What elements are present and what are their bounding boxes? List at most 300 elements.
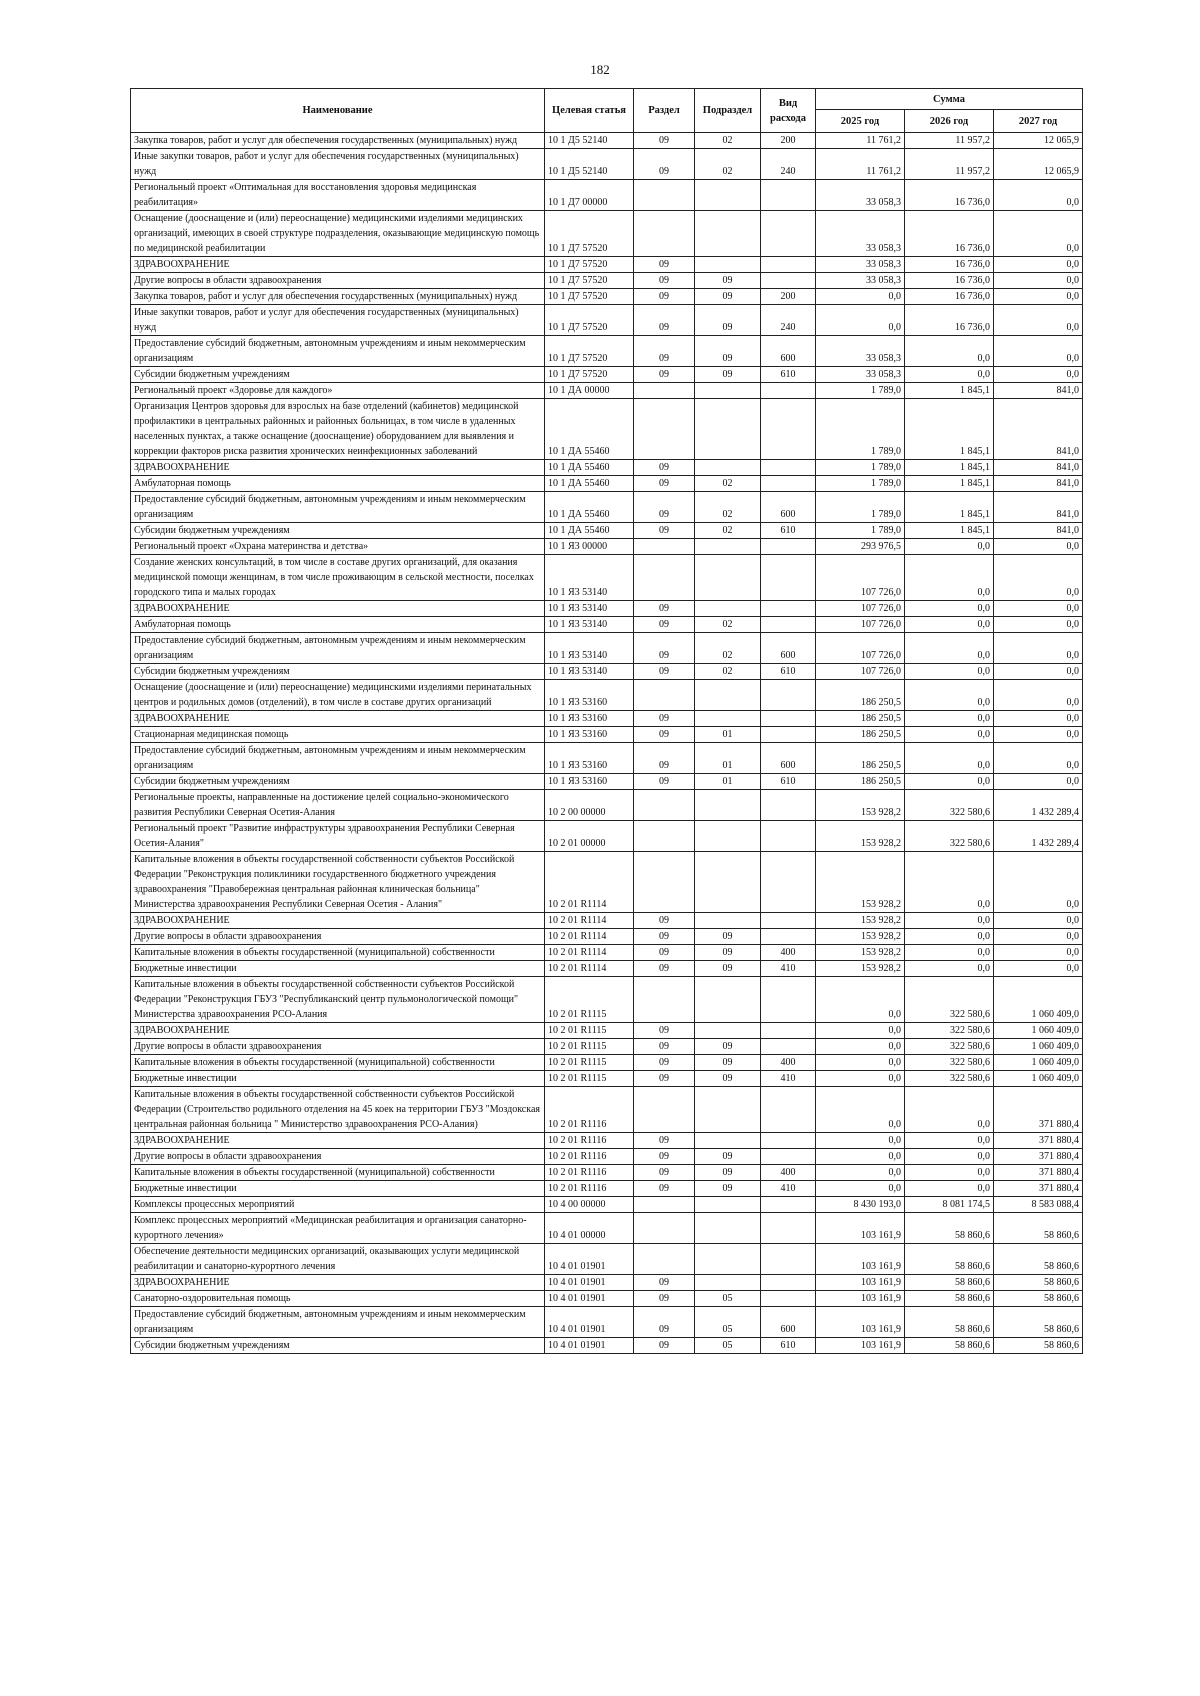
cell-kind	[761, 476, 816, 492]
cell-sum-2026: 322 580,6	[905, 790, 994, 821]
cell-sum-2026: 0,0	[905, 633, 994, 664]
cell-subsection	[695, 1023, 761, 1039]
cell-subsection: 01	[695, 743, 761, 774]
cell-sum-2027: 841,0	[994, 460, 1083, 476]
cell-sum-2025: 153 928,2	[816, 790, 905, 821]
cell-kind	[761, 601, 816, 617]
cell-target: 10 2 01 R1114	[545, 913, 634, 929]
cell-name: Региональный проект «Охрана материнства и детства»	[131, 539, 545, 555]
cell-section: 09	[634, 1338, 695, 1354]
cell-target: 10 1 Д7 57520	[545, 289, 634, 305]
cell-name: Обеспечение деятельности медицинских организаций, оказывающих услуги медицинской реабилитации и санаторно-курортного лечения	[131, 1244, 545, 1275]
cell-subsection: 09	[695, 1055, 761, 1071]
cell-kind: 600	[761, 336, 816, 367]
cell-subsection: 09	[695, 367, 761, 383]
cell-kind: 200	[761, 133, 816, 149]
cell-sum-2027: 0,0	[994, 633, 1083, 664]
cell-section: 09	[634, 336, 695, 367]
cell-name: ЗДРАВООХРАНЕНИЕ	[131, 711, 545, 727]
cell-section: 09	[634, 929, 695, 945]
cell-sum-2027: 371 880,4	[994, 1087, 1083, 1133]
cell-name: Капитальные вложения в объекты государственной (муниципальной) собственности	[131, 945, 545, 961]
cell-sum-2025: 33 058,3	[816, 367, 905, 383]
cell-subsection	[695, 460, 761, 476]
cell-target: 10 4 01 01901	[545, 1307, 634, 1338]
cell-sum-2026: 0,0	[905, 913, 994, 929]
table-row	[131, 1071, 1083, 1087]
cell-name: Капитальные вложения в объекты государственной (муниципальной) собственности	[131, 1165, 545, 1181]
cell-sum-2025: 153 928,2	[816, 945, 905, 961]
cell-sum-2027: 371 880,4	[994, 1133, 1083, 1149]
cell-kind	[761, 1023, 816, 1039]
cell-sum-2026: 0,0	[905, 774, 994, 790]
table-row	[131, 289, 1083, 305]
cell-sum-2025: 107 726,0	[816, 617, 905, 633]
table-row	[131, 680, 1083, 711]
cell-sum-2026: 58 860,6	[905, 1244, 994, 1275]
cell-target: 10 2 01 R1115	[545, 1055, 634, 1071]
cell-name: Закупка товаров, работ и услуг для обеспечения государственных (муниципальных) нужд	[131, 289, 545, 305]
header-year-2025: 2025 год	[816, 110, 905, 133]
cell-section	[634, 680, 695, 711]
cell-target: 10 1 Я3 53160	[545, 774, 634, 790]
cell-subsection	[695, 180, 761, 211]
cell-sum-2027: 58 860,6	[994, 1244, 1083, 1275]
cell-section	[634, 539, 695, 555]
cell-sum-2026: 0,0	[905, 1149, 994, 1165]
cell-name: Бюджетные инвестиции	[131, 1071, 545, 1087]
cell-subsection: 02	[695, 617, 761, 633]
cell-kind: 610	[761, 523, 816, 539]
cell-sum-2027: 841,0	[994, 476, 1083, 492]
table-row	[131, 727, 1083, 743]
cell-sum-2027: 58 860,6	[994, 1338, 1083, 1354]
cell-section: 09	[634, 367, 695, 383]
cell-sum-2026: 322 580,6	[905, 1071, 994, 1087]
table-row	[131, 945, 1083, 961]
cell-subsection	[695, 977, 761, 1023]
cell-sum-2027: 0,0	[994, 336, 1083, 367]
cell-kind: 600	[761, 633, 816, 664]
cell-section: 09	[634, 601, 695, 617]
cell-target: 10 2 01 00000	[545, 821, 634, 852]
table-row	[131, 257, 1083, 273]
cell-name: Другие вопросы в области здравоохранения	[131, 273, 545, 289]
cell-sum-2026: 0,0	[905, 727, 994, 743]
cell-subsection: 01	[695, 727, 761, 743]
header-section: Раздел	[634, 89, 695, 133]
cell-sum-2025: 0,0	[816, 1181, 905, 1197]
cell-subsection	[695, 1213, 761, 1244]
cell-subsection: 09	[695, 1039, 761, 1055]
cell-name: ЗДРАВООХРАНЕНИЕ	[131, 913, 545, 929]
cell-sum-2025: 0,0	[816, 1149, 905, 1165]
cell-sum-2025: 1 789,0	[816, 460, 905, 476]
cell-section	[634, 977, 695, 1023]
cell-sum-2025: 107 726,0	[816, 633, 905, 664]
cell-subsection: 09	[695, 961, 761, 977]
table-row	[131, 1039, 1083, 1055]
table-row	[131, 149, 1083, 180]
cell-kind: 610	[761, 664, 816, 680]
cell-section: 09	[634, 460, 695, 476]
cell-target: 10 1 Д7 57520	[545, 211, 634, 257]
cell-section: 09	[634, 289, 695, 305]
cell-kind	[761, 1039, 816, 1055]
cell-name: Предоставление субсидий бюджетным, автономным учреждениям и иным некоммерческим организациям	[131, 633, 545, 664]
cell-section: 09	[634, 1023, 695, 1039]
cell-kind	[761, 257, 816, 273]
cell-name: Другие вопросы в области здравоохранения	[131, 1039, 545, 1055]
cell-target: 10 2 01 R1115	[545, 977, 634, 1023]
cell-kind	[761, 399, 816, 460]
table-row	[131, 1338, 1083, 1354]
cell-subsection: 02	[695, 664, 761, 680]
cell-name: Предоставление субсидий бюджетным, автономным учреждениям и иным некоммерческим организациям	[131, 743, 545, 774]
table-row	[131, 1165, 1083, 1181]
cell-sum-2026: 0,0	[905, 945, 994, 961]
page-number: 182	[590, 62, 610, 77]
cell-sum-2027: 0,0	[994, 555, 1083, 601]
header-year-2026: 2026 год	[905, 110, 994, 133]
table-row	[131, 523, 1083, 539]
cell-sum-2026: 322 580,6	[905, 821, 994, 852]
cell-target: 10 1 Я3 00000	[545, 539, 634, 555]
table-row	[131, 336, 1083, 367]
cell-section	[634, 180, 695, 211]
cell-sum-2026: 16 736,0	[905, 289, 994, 305]
cell-name: Капитальные вложения в объекты государственной собственности субъектов Российской Федерации "Реконструкция поликлиники государственного бюджетного учреждения здравоохранения "Правобережная центральная районная клиническая больница" Министерства здравоохранения Республики Северная Осетия - Алания"	[131, 852, 545, 913]
header-name: Наименование	[131, 89, 545, 133]
cell-section: 09	[634, 133, 695, 149]
cell-section: 09	[634, 273, 695, 289]
cell-subsection: 09	[695, 1149, 761, 1165]
cell-kind	[761, 821, 816, 852]
cell-name: Региональные проекты, направленные на достижение целей социально-экономического развития Республики Северная Осетия-Алания	[131, 790, 545, 821]
cell-sum-2025: 153 928,2	[816, 821, 905, 852]
table-row	[131, 1055, 1083, 1071]
cell-target: 10 1 Я3 53140	[545, 617, 634, 633]
cell-name: Бюджетные инвестиции	[131, 961, 545, 977]
cell-sum-2025: 107 726,0	[816, 601, 905, 617]
cell-subsection	[695, 601, 761, 617]
cell-subsection	[695, 257, 761, 273]
cell-sum-2026: 0,0	[905, 961, 994, 977]
table-row	[131, 1275, 1083, 1291]
cell-sum-2027: 0,0	[994, 743, 1083, 774]
table-row	[131, 1181, 1083, 1197]
table-row	[131, 1087, 1083, 1133]
table-row	[131, 633, 1083, 664]
cell-sum-2025: 103 161,9	[816, 1244, 905, 1275]
cell-name: Предоставление субсидий бюджетным, автономным учреждениям и иным некоммерческим организациям	[131, 336, 545, 367]
cell-section	[634, 1087, 695, 1133]
header-sum: Сумма	[816, 89, 1083, 110]
cell-sum-2025: 186 250,5	[816, 727, 905, 743]
cell-name: ЗДРАВООХРАНЕНИЕ	[131, 460, 545, 476]
cell-target: 10 2 01 R1116	[545, 1181, 634, 1197]
cell-sum-2025: 107 726,0	[816, 664, 905, 680]
cell-sum-2027: 0,0	[994, 929, 1083, 945]
cell-target: 10 2 01 R1115	[545, 1023, 634, 1039]
cell-kind: 610	[761, 774, 816, 790]
cell-target: 10 1 Д7 57520	[545, 336, 634, 367]
cell-target: 10 1 Я3 53160	[545, 711, 634, 727]
table-row	[131, 133, 1083, 149]
cell-target: 10 1 Я3 53140	[545, 633, 634, 664]
cell-sum-2027: 1 060 409,0	[994, 1071, 1083, 1087]
cell-subsection: 02	[695, 149, 761, 180]
cell-target: 10 1 ДА 55460	[545, 476, 634, 492]
cell-sum-2027: 0,0	[994, 601, 1083, 617]
cell-name: Региональный проект «Здоровье для каждого»	[131, 383, 545, 399]
cell-subsection: 02	[695, 492, 761, 523]
cell-sum-2025: 293 976,5	[816, 539, 905, 555]
cell-subsection	[695, 383, 761, 399]
cell-name: Предоставление субсидий бюджетным, автономным учреждениям и иным некоммерческим организациям	[131, 492, 545, 523]
table-body	[131, 133, 1083, 1354]
table-row	[131, 1023, 1083, 1039]
cell-kind	[761, 929, 816, 945]
cell-sum-2027: 841,0	[994, 399, 1083, 460]
cell-subsection	[695, 821, 761, 852]
cell-name: Другие вопросы в области здравоохранения	[131, 1149, 545, 1165]
cell-subsection	[695, 852, 761, 913]
table-row	[131, 476, 1083, 492]
cell-target: 10 1 Д7 00000	[545, 180, 634, 211]
table-row	[131, 743, 1083, 774]
cell-sum-2025: 103 161,9	[816, 1307, 905, 1338]
cell-sum-2027: 58 860,6	[994, 1275, 1083, 1291]
cell-name: Другие вопросы в области здравоохранения	[131, 929, 545, 945]
cell-sum-2026: 0,0	[905, 1087, 994, 1133]
cell-sum-2026: 0,0	[905, 539, 994, 555]
table-row	[131, 211, 1083, 257]
cell-subsection	[695, 539, 761, 555]
cell-sum-2027: 1 060 409,0	[994, 1055, 1083, 1071]
cell-subsection	[695, 1275, 761, 1291]
cell-kind	[761, 1213, 816, 1244]
cell-sum-2026: 0,0	[905, 680, 994, 711]
cell-target: 10 1 Я3 53160	[545, 680, 634, 711]
cell-sum-2025: 0,0	[816, 1023, 905, 1039]
cell-kind: 400	[761, 1165, 816, 1181]
cell-sum-2025: 107 726,0	[816, 555, 905, 601]
cell-name: Капитальные вложения в объекты государственной собственности субъектов Российской Федерации "Реконструкция ГБУЗ "Республиканский центр пульмонологической помощи" Министерства здравоохранения РСО-Алания	[131, 977, 545, 1023]
cell-name: ЗДРАВООХРАНЕНИЕ	[131, 1133, 545, 1149]
cell-sum-2025: 33 058,3	[816, 257, 905, 273]
cell-target: 10 2 01 R1116	[545, 1165, 634, 1181]
cell-target: 10 1 Я3 53140	[545, 601, 634, 617]
cell-name: Оснащение (дооснащение и (или) переоснащение) медицинскими изделиями медицинских организаций, имеющих в своей структуре подразделения, оказывающие медицинскую помощь по медицинской реабилитации	[131, 211, 545, 257]
cell-target: 10 1 Я3 53140	[545, 555, 634, 601]
cell-kind: 240	[761, 149, 816, 180]
cell-subsection	[695, 1087, 761, 1133]
cell-section: 09	[634, 1275, 695, 1291]
table-row	[131, 961, 1083, 977]
table-row	[131, 492, 1083, 523]
table-row	[131, 852, 1083, 913]
cell-sum-2026: 1 845,1	[905, 399, 994, 460]
cell-section: 09	[634, 1071, 695, 1087]
cell-kind	[761, 680, 816, 711]
cell-sum-2025: 0,0	[816, 1133, 905, 1149]
cell-sum-2025: 11 761,2	[816, 133, 905, 149]
cell-name: Создание женских консультаций, в том числе в составе других организаций, для оказания медицинской помощи женщинам, в том числе проживающим в сельской местности, поселках городского типа и малых городах	[131, 555, 545, 601]
cell-sum-2026: 0,0	[905, 852, 994, 913]
cell-subsection: 05	[695, 1291, 761, 1307]
cell-target: 10 1 Д7 57520	[545, 257, 634, 273]
cell-subsection	[695, 1197, 761, 1213]
cell-sum-2025: 153 928,2	[816, 961, 905, 977]
cell-sum-2026: 322 580,6	[905, 977, 994, 1023]
cell-section	[634, 555, 695, 601]
cell-target: 10 2 01 R1115	[545, 1071, 634, 1087]
cell-section: 09	[634, 149, 695, 180]
cell-subsection: 01	[695, 774, 761, 790]
cell-sum-2026: 1 845,1	[905, 460, 994, 476]
table-row	[131, 273, 1083, 289]
cell-name: Амбулаторная помощь	[131, 617, 545, 633]
cell-sum-2025: 11 761,2	[816, 149, 905, 180]
cell-sum-2026: 1 845,1	[905, 492, 994, 523]
cell-subsection: 09	[695, 929, 761, 945]
cell-sum-2026: 0,0	[905, 601, 994, 617]
cell-target: 10 1 Д7 57520	[545, 273, 634, 289]
cell-subsection	[695, 913, 761, 929]
cell-kind	[761, 790, 816, 821]
cell-sum-2027: 841,0	[994, 492, 1083, 523]
cell-section: 09	[634, 1165, 695, 1181]
cell-sum-2025: 103 161,9	[816, 1291, 905, 1307]
cell-subsection	[695, 680, 761, 711]
cell-sum-2025: 186 250,5	[816, 774, 905, 790]
cell-kind: 410	[761, 961, 816, 977]
header-subsection: Подраздел	[695, 89, 761, 133]
cell-sum-2025: 1 789,0	[816, 399, 905, 460]
cell-subsection: 02	[695, 476, 761, 492]
cell-name: Субсидии бюджетным учреждениям	[131, 774, 545, 790]
cell-sum-2027: 0,0	[994, 367, 1083, 383]
cell-sum-2026: 58 860,6	[905, 1338, 994, 1354]
cell-section: 09	[634, 1039, 695, 1055]
cell-sum-2026: 322 580,6	[905, 1055, 994, 1071]
table-row	[131, 367, 1083, 383]
cell-name: Иные закупки товаров, работ и услуг для обеспечения государственных (муниципальных) нужд	[131, 149, 545, 180]
cell-section: 09	[634, 1133, 695, 1149]
table-row	[131, 617, 1083, 633]
cell-kind	[761, 727, 816, 743]
table-row	[131, 790, 1083, 821]
cell-target: 10 4 01 00000	[545, 1213, 634, 1244]
cell-name: Комплексы процессных мероприятий	[131, 1197, 545, 1213]
cell-sum-2026: 58 860,6	[905, 1291, 994, 1307]
cell-section: 09	[634, 1307, 695, 1338]
cell-sum-2026: 16 736,0	[905, 211, 994, 257]
cell-sum-2026: 0,0	[905, 1165, 994, 1181]
cell-kind	[761, 383, 816, 399]
cell-kind	[761, 711, 816, 727]
cell-sum-2026: 1 845,1	[905, 523, 994, 539]
cell-subsection: 09	[695, 273, 761, 289]
cell-subsection: 09	[695, 305, 761, 336]
cell-kind: 600	[761, 743, 816, 774]
cell-name: ЗДРАВООХРАНЕНИЕ	[131, 1023, 545, 1039]
cell-section: 09	[634, 1181, 695, 1197]
cell-name: Предоставление субсидий бюджетным, автономным учреждениям и иным некоммерческим организациям	[131, 1307, 545, 1338]
cell-kind	[761, 1133, 816, 1149]
cell-kind: 410	[761, 1071, 816, 1087]
table-row	[131, 555, 1083, 601]
cell-subsection: 09	[695, 1165, 761, 1181]
cell-subsection: 05	[695, 1338, 761, 1354]
cell-sum-2027: 1 432 289,4	[994, 821, 1083, 852]
cell-section	[634, 399, 695, 460]
cell-subsection	[695, 211, 761, 257]
cell-sum-2025: 0,0	[816, 1039, 905, 1055]
cell-name: ЗДРАВООХРАНЕНИЕ	[131, 601, 545, 617]
cell-sum-2027: 12 065,9	[994, 133, 1083, 149]
cell-kind	[761, 1197, 816, 1213]
cell-target: 10 2 01 R1116	[545, 1087, 634, 1133]
cell-subsection: 09	[695, 336, 761, 367]
cell-sum-2025: 0,0	[816, 1165, 905, 1181]
cell-sum-2026: 16 736,0	[905, 305, 994, 336]
cell-kind	[761, 211, 816, 257]
table-row	[131, 1244, 1083, 1275]
cell-target: 10 2 01 R1116	[545, 1133, 634, 1149]
cell-section: 09	[634, 1055, 695, 1071]
cell-sum-2025: 0,0	[816, 1071, 905, 1087]
table-row	[131, 539, 1083, 555]
cell-sum-2025: 153 928,2	[816, 852, 905, 913]
cell-section: 09	[634, 961, 695, 977]
cell-sum-2025: 186 250,5	[816, 680, 905, 711]
cell-subsection: 05	[695, 1307, 761, 1338]
cell-target: 10 2 01 R1114	[545, 961, 634, 977]
cell-target: 10 1 ДА 00000	[545, 383, 634, 399]
cell-kind	[761, 273, 816, 289]
cell-target: 10 2 01 R1114	[545, 945, 634, 961]
cell-kind: 240	[761, 305, 816, 336]
cell-sum-2025: 0,0	[816, 1055, 905, 1071]
table-row	[131, 929, 1083, 945]
cell-name: ЗДРАВООХРАНЕНИЕ	[131, 1275, 545, 1291]
cell-section: 09	[634, 727, 695, 743]
cell-sum-2026: 1 845,1	[905, 383, 994, 399]
table-row	[131, 711, 1083, 727]
cell-sum-2025: 0,0	[816, 1087, 905, 1133]
cell-subsection	[695, 711, 761, 727]
cell-sum-2025: 103 161,9	[816, 1213, 905, 1244]
cell-sum-2026: 0,0	[905, 617, 994, 633]
cell-subsection	[695, 555, 761, 601]
cell-sum-2025: 8 430 193,0	[816, 1197, 905, 1213]
cell-name: Региональный проект «Оптимальная для восстановления здоровья медицинская реабилитация»	[131, 180, 545, 211]
cell-sum-2025: 186 250,5	[816, 711, 905, 727]
cell-section: 09	[634, 1149, 695, 1165]
cell-sum-2025: 103 161,9	[816, 1338, 905, 1354]
cell-subsection: 09	[695, 945, 761, 961]
cell-target: 10 1 Д7 57520	[545, 367, 634, 383]
cell-name: Оснащение (дооснащение и (или) переоснащение) медицинскими изделиями перинатальных центров и родильных домов (отделений), в том числе в составе других организаций	[131, 680, 545, 711]
header-kind: Вид расхода	[761, 89, 816, 133]
cell-section: 09	[634, 523, 695, 539]
cell-name: Иные закупки товаров, работ и услуг для обеспечения государственных (муниципальных) нужд	[131, 305, 545, 336]
cell-sum-2026: 322 580,6	[905, 1023, 994, 1039]
cell-kind	[761, 539, 816, 555]
cell-kind: 610	[761, 367, 816, 383]
